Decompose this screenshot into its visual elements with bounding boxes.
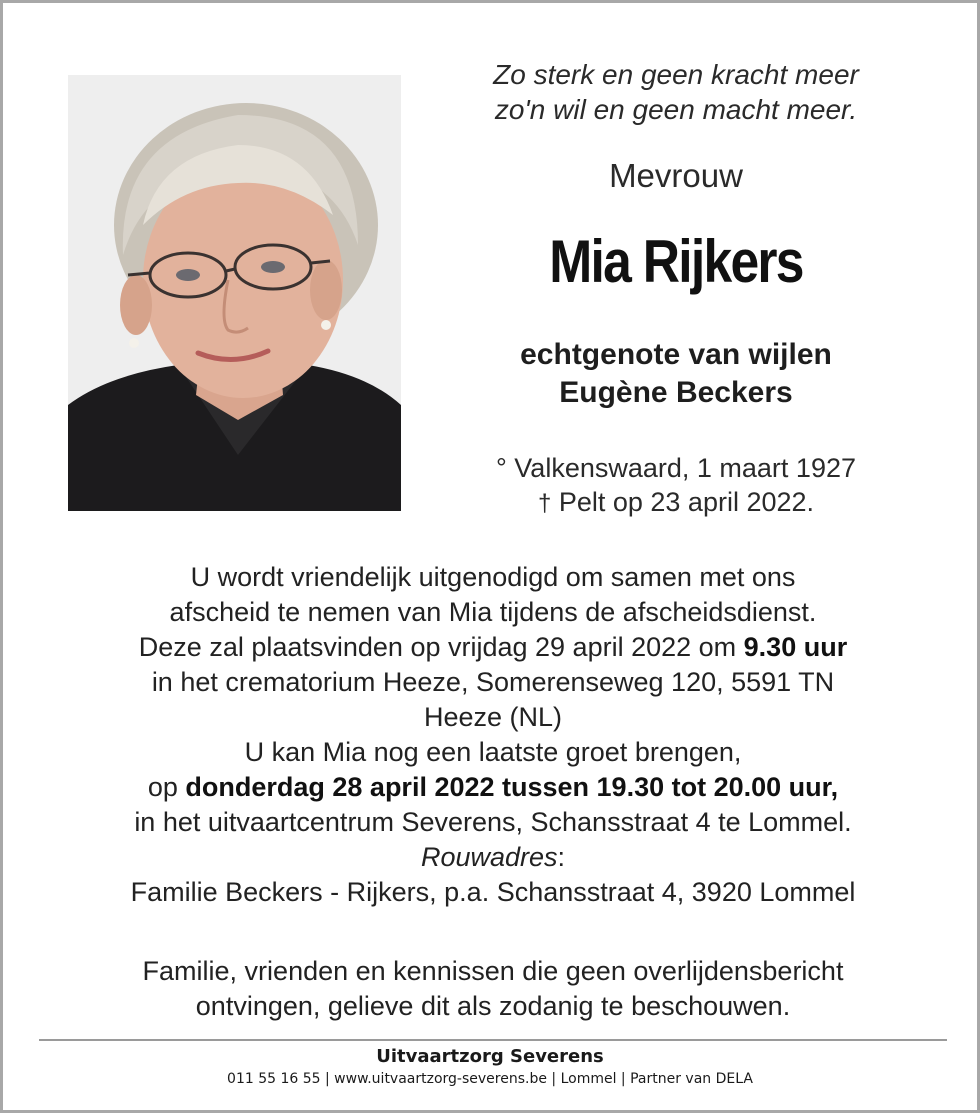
closing-text bbox=[33, 954, 953, 1024]
quote-line-2: zo'n wil en geen macht meer. bbox=[494, 94, 858, 125]
address-colon: : bbox=[557, 842, 566, 872]
invitation-line-5: Heeze (NL) bbox=[423, 702, 563, 732]
visitation-time: donderdag 28 april 2022 tussen 19.30 tot 20.00 uur, bbox=[185, 772, 839, 802]
footer-divider bbox=[39, 1039, 947, 1041]
service-time: 9.30 uur bbox=[743, 632, 848, 662]
visitation-prefix: op bbox=[147, 772, 186, 802]
quote-line-1: Zo sterk en geen kracht meer bbox=[493, 59, 859, 90]
spouse-line-1: echtgenote van wijlen bbox=[520, 338, 832, 371]
address-label-line bbox=[33, 840, 953, 875]
invitation-line-2: afscheid te nemen van Mia tijdens de afscheidsdienst. bbox=[169, 597, 817, 627]
funeral-firm-contact: 011 55 16 55 | www.uitvaartzorg-severens.be | Lommel | Partner van DELA bbox=[227, 1071, 753, 1087]
cross-icon: † bbox=[537, 490, 552, 517]
spouse-line-2: Eugène Beckers bbox=[559, 376, 793, 409]
memorial-quote bbox=[421, 57, 931, 127]
service-date: Deze zal plaatsvinden op vrijdag 29 april 2022 om bbox=[138, 632, 744, 662]
deceased-name: Mia Rijkers bbox=[549, 228, 803, 295]
life-dates bbox=[421, 451, 931, 521]
invitation-line-1: U wordt vriendelijk uitgenodigd om samen met ons bbox=[190, 562, 796, 592]
death-date-line bbox=[421, 485, 931, 521]
birth-date: ° Valkenswaard, 1 maart 1927 bbox=[496, 453, 856, 483]
invitation-text bbox=[33, 560, 953, 910]
invitation-line-3 bbox=[33, 630, 953, 665]
address-label: Rouwadres bbox=[420, 842, 558, 872]
salutation: Mevrouw bbox=[609, 157, 743, 194]
invitation-line-4: in het crematorium Heeze, Somerenseweg 120, 5591 TN bbox=[151, 667, 835, 697]
mourning-address: Familie Beckers - Rijkers, p.a. Schansstraat 4, 3920 Lommel bbox=[130, 877, 856, 907]
invitation-line-6: U kan Mia nog een laatste groet brengen, bbox=[244, 737, 742, 767]
invitation-line-8: in het uitvaartcentrum Severens, Schansstraat 4 te Lommel. bbox=[134, 807, 852, 837]
funeral-firm-name: Uitvaartzorg Severens bbox=[376, 1046, 604, 1067]
spouse-info bbox=[421, 336, 931, 412]
portrait-photo bbox=[68, 75, 401, 511]
closing-line-1: Familie, vrienden en kennissen die geen overlijdensbericht bbox=[142, 956, 844, 986]
closing-line-2: ontvingen, gelieve dit als zodanig te beschouwen. bbox=[195, 991, 791, 1021]
invitation-line-7 bbox=[33, 770, 953, 805]
death-date: Pelt op 23 april 2022. bbox=[551, 487, 815, 517]
